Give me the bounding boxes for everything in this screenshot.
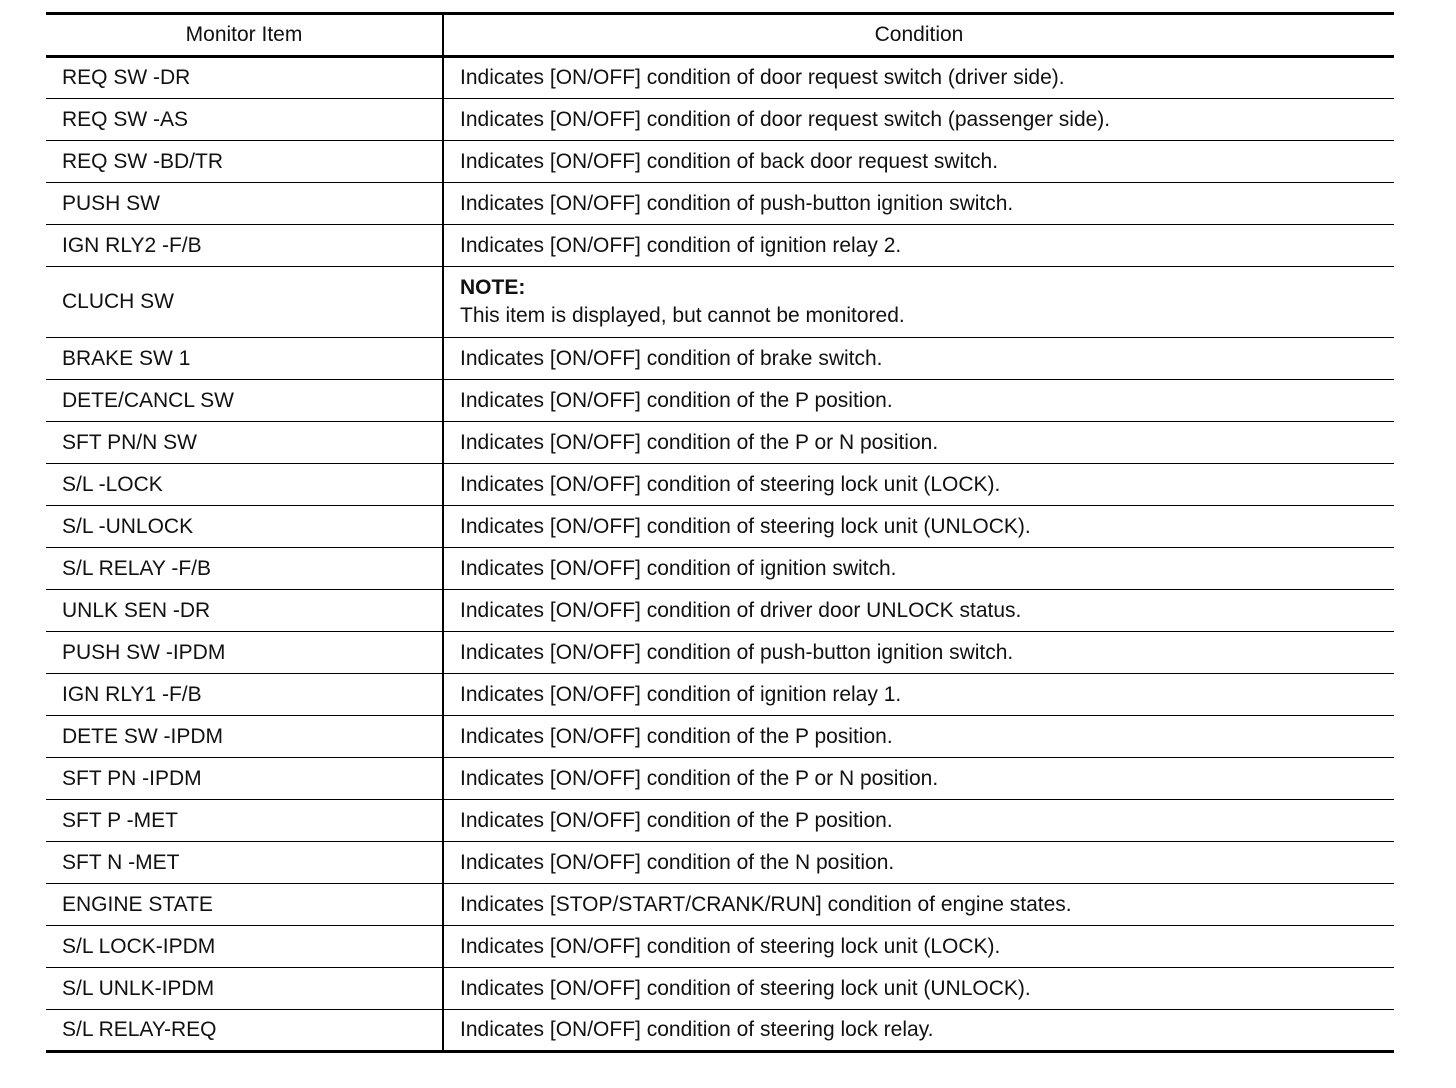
monitor-item-cell: UNLK SEN -DR (46, 590, 443, 632)
monitor-item-cell: S/L -LOCK (46, 464, 443, 506)
monitor-item-cell: S/L UNLK-IPDM (46, 968, 443, 1010)
monitor-item-cell: SFT N -MET (46, 842, 443, 884)
table-row (46, 99, 1394, 141)
monitor-item-cell: S/L -UNLOCK (46, 506, 443, 548)
monitor-item-cell: ENGINE STATE (46, 884, 443, 926)
condition-cell: Indicates [ON/OFF] condition of the P position. (443, 800, 1394, 842)
condition-cell: Indicates [ON/OFF] condition of the N position. (443, 842, 1394, 884)
table-row (46, 632, 1394, 674)
condition-cell: Indicates [ON/OFF] condition of door request switch (driver side). (443, 57, 1394, 99)
table-row (46, 590, 1394, 632)
table-row (46, 464, 1394, 506)
condition-cell: Indicates [ON/OFF] condition of steering lock relay. (443, 1010, 1394, 1052)
table-row (46, 842, 1394, 884)
monitor-item-cell: IGN RLY2 -F/B (46, 225, 443, 267)
table-row (46, 968, 1394, 1010)
table-row (46, 674, 1394, 716)
condition-cell: Indicates [ON/OFF] condition of driver door UNLOCK status. (443, 590, 1394, 632)
table-row (46, 422, 1394, 464)
table-row (46, 338, 1394, 380)
table-row (46, 57, 1394, 99)
monitor-item-cell: DETE/CANCL SW (46, 380, 443, 422)
condition-cell: Indicates [ON/OFF] condition of steering lock unit (UNLOCK). (443, 968, 1394, 1010)
table-row (46, 548, 1394, 590)
condition-cell: Indicates [ON/OFF] condition of brake switch. (443, 338, 1394, 380)
condition-cell: Indicates [ON/OFF] condition of the P position. (443, 716, 1394, 758)
monitor-item-cell: IGN RLY1 -F/B (46, 674, 443, 716)
table-row (46, 380, 1394, 422)
table-row (46, 225, 1394, 267)
monitor-item-cell: S/L LOCK-IPDM (46, 926, 443, 968)
condition-cell: Indicates [ON/OFF] condition of ignition relay 2. (443, 225, 1394, 267)
table-row (46, 183, 1394, 225)
condition-cell: Indicates [ON/OFF] condition of ignition switch. (443, 548, 1394, 590)
table-row (46, 1010, 1394, 1052)
monitor-item-cell: SFT PN/N SW (46, 422, 443, 464)
condition-cell: Indicates [ON/OFF] condition of steering lock unit (LOCK). (443, 926, 1394, 968)
monitor-item-cell: S/L RELAY-REQ (46, 1010, 443, 1052)
monitor-item-cell: REQ SW -BD/TR (46, 141, 443, 183)
monitor-item-cell: PUSH SW (46, 183, 443, 225)
table-row (46, 716, 1394, 758)
condition-cell: Indicates [ON/OFF] condition of ignition relay 1. (443, 674, 1394, 716)
monitor-item-cell: DETE SW -IPDM (46, 716, 443, 758)
condition-cell: Indicates [ON/OFF] condition of the P or N position. (443, 758, 1394, 800)
monitor-item-cell: CLUCH SW (46, 267, 443, 338)
monitor-table-container (46, 12, 1394, 1053)
monitor-item-cell: S/L RELAY -F/B (46, 548, 443, 590)
condition-cell: Indicates [ON/OFF] condition of the P position. (443, 380, 1394, 422)
header-condition: Condition (443, 14, 1394, 57)
monitor-item-cell: PUSH SW -IPDM (46, 632, 443, 674)
table-row (46, 884, 1394, 926)
table-row (46, 800, 1394, 842)
condition-cell: Indicates [ON/OFF] condition of the P or N position. (443, 422, 1394, 464)
monitor-item-cell: BRAKE SW 1 (46, 338, 443, 380)
table-row (46, 926, 1394, 968)
table-row (46, 506, 1394, 548)
condition-cell-note (443, 267, 1394, 338)
condition-cell: Indicates [ON/OFF] condition of back door request switch. (443, 141, 1394, 183)
monitor-item-table (46, 12, 1394, 1053)
note-text: This item is displayed, but cannot be monitored. (460, 304, 905, 327)
table-row (46, 141, 1394, 183)
monitor-item-cell: SFT PN -IPDM (46, 758, 443, 800)
monitor-item-cell: REQ SW -AS (46, 99, 443, 141)
header-monitor-item: Monitor Item (46, 14, 443, 57)
condition-cell: Indicates [STOP/START/CRANK/RUN] condition of engine states. (443, 884, 1394, 926)
condition-cell: Indicates [ON/OFF] condition of steering lock unit (UNLOCK). (443, 506, 1394, 548)
monitor-item-cell: REQ SW -DR (46, 57, 443, 99)
monitor-item-cell: SFT P -MET (46, 800, 443, 842)
table-row (46, 758, 1394, 800)
condition-cell: Indicates [ON/OFF] condition of door request switch (passenger side). (443, 99, 1394, 141)
note-title: NOTE: (460, 276, 526, 299)
table-header-row (46, 14, 1394, 57)
condition-cell: Indicates [ON/OFF] condition of push-button ignition switch. (443, 183, 1394, 225)
condition-cell: Indicates [ON/OFF] condition of push-button ignition switch. (443, 632, 1394, 674)
table-row (46, 267, 1394, 338)
condition-cell: Indicates [ON/OFF] condition of steering lock unit (LOCK). (443, 464, 1394, 506)
